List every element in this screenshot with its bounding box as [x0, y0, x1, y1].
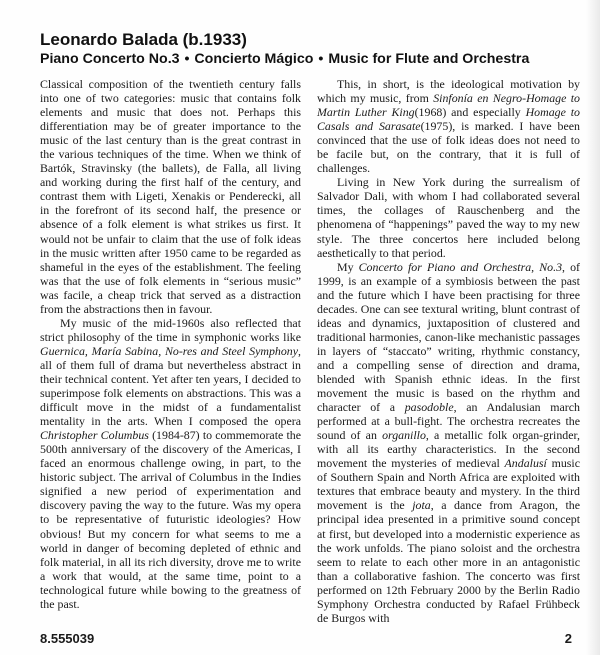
works-subtitle — [40, 50, 600, 68]
bullet-separator: • — [318, 51, 324, 67]
text-run: My — [337, 259, 359, 274]
paragraph: Classical composition of the twentieth century falls into one of two categories: music that contains folk elements and music that does not. Perhaps this differentiation may be of greater importance to the music of the last century than is the great contrast in the various techniques of the time. When we think of Bartók, Stravinsky (the ballets), de Falla, all living and working during the first half of the century, and contrast them with Ligeti, Xenakis or Penderecki, all in the forefront of its second half, the presence or absence of a folk element is what strikes us first. It would not be unfair to claim that the use of folk ideas in the music written after 1950 came to be regarded as shameful in the eyes of the establishment. The feeling was that the use of folk elements in “serious music” was facile, a cheap trick that served as a distraction from the abstractions then in favour. — [40, 77, 301, 316]
page-header — [40, 30, 600, 68]
paragraph — [317, 260, 580, 625]
work-title: Concierto Mágico — [194, 51, 314, 67]
composer-title: Leonardo Balada (b.1933) — [40, 30, 247, 49]
text-run: , a dance from Aragon, the principal idea presented in a primitive sound concept at first, but developed into a modernistic experience as the work unfolds. The piano soloist and the orchestra seem to relate to each other more in an antagonistic than a collaborative fashion. The concerto was first performed on 12th February 2000 by the Berlin Radio Symphony Orchestra conducted by Rafael Frühbeck de Burgos with — [317, 498, 580, 625]
text-run: My music of the mid-1960s also reflected that strict philosophy of the time in symphonic works like — [40, 315, 301, 344]
text-run: This, in short, is the ideological motivation by which my music, from — [317, 77, 580, 106]
right-text-column — [317, 77, 580, 625]
work-title-italic: Homage to Casals and Sarasate — [317, 105, 580, 134]
text-run: , of 1999, is an example of a symbiosis between the past and the future which I have been practising for three decades. One can see textural writing, blunt contrast of ideas and dynamics, juxtaposition of clustered and traditional harmonies, canon-like mechanistic passages in layers of “staccato” writing, rhythmic constancy, and a compelling sense of direction and drama, blended with Spanish ethnic ideas. In the first movement the music is based on the rhythm and character of a — [317, 259, 580, 415]
work-title: Piano Concerto No.3 — [40, 51, 180, 67]
text-run: , an Andalusian march performed at a bull-fight. The orchestra recreates the sound of an — [317, 400, 580, 443]
text-run: (1984-87) to commemorate the 500th anniversary of the discovery of the Americas, I faced an enormous challenge owing, in part, to the historic subject. The arrival of Columbus in the Indies signified a new period of experimentation and discovery paving the way to the future. Was my opera to be representative of futuristic ideologies? How obvious! But my concern for what seems to me a world in danger of becoming depleted of ethnic and folk material, in all its rich diversity, drove me to write a work that would, at the same time, point to a technological future while bowing to the greatness of the past. — [40, 428, 301, 611]
page-number: 2 — [564, 630, 572, 646]
paragraph — [317, 77, 580, 175]
left-text-column — [40, 77, 301, 611]
paragraph: Living in New York during the surrealism of Salvador Dali, with whom I had collaborated several times, the collages of Rauschenberg and the phenomena of “happenings” paved the way to my new style. The three concertos here included belong aesthetically to that period. — [317, 175, 580, 260]
term-italic: jota — [412, 498, 431, 513]
term-italic: organillo — [382, 428, 426, 443]
text-run: , a metallic folk organ-grinder, with all its earthy characteristics. In the second movement the mysteries of medieval — [317, 428, 580, 471]
text-run: (1968) and especially — [414, 105, 526, 120]
bullet-separator: • — [184, 51, 190, 67]
text-run: (1975), is marked. I have been convinced that the use of folk ideas does not need to be facile but, on the contrary, that it is full of challenges. — [317, 119, 580, 176]
text-run: music of Southern Spain and North Africa are exploited with textures that embrace beauty and mystery. In the third movement is the — [317, 456, 580, 513]
catalogue-number: 8.555039 — [40, 630, 95, 646]
work-title-italic: Guernica, María Sabina, No-res and Steel Symphony — [40, 343, 299, 358]
text-columns — [40, 77, 580, 625]
page-footer — [40, 631, 580, 647]
term-italic: pasodoble — [404, 400, 454, 415]
work-title-italic: Sinfonía en Negro-Homage to Martin Luther King — [317, 91, 580, 120]
work-title: Music for Flute and Orchestra — [328, 51, 530, 67]
paragraph — [40, 316, 301, 611]
text-run: , all of them full of drama but nevertheless abstract in their technical content. Yet after ten years, I decided to superimpose folk elements on abstractions. This was a difficult move in the midst of a fundamentalist mentality in the arts. When I composed the opera — [40, 343, 301, 429]
work-title-italic: Christopher Columbus — [40, 428, 149, 443]
work-title-italic: Concerto for Piano and Orchestra, No.3 — [358, 259, 563, 274]
term-italic: Andalusí — [504, 456, 547, 471]
